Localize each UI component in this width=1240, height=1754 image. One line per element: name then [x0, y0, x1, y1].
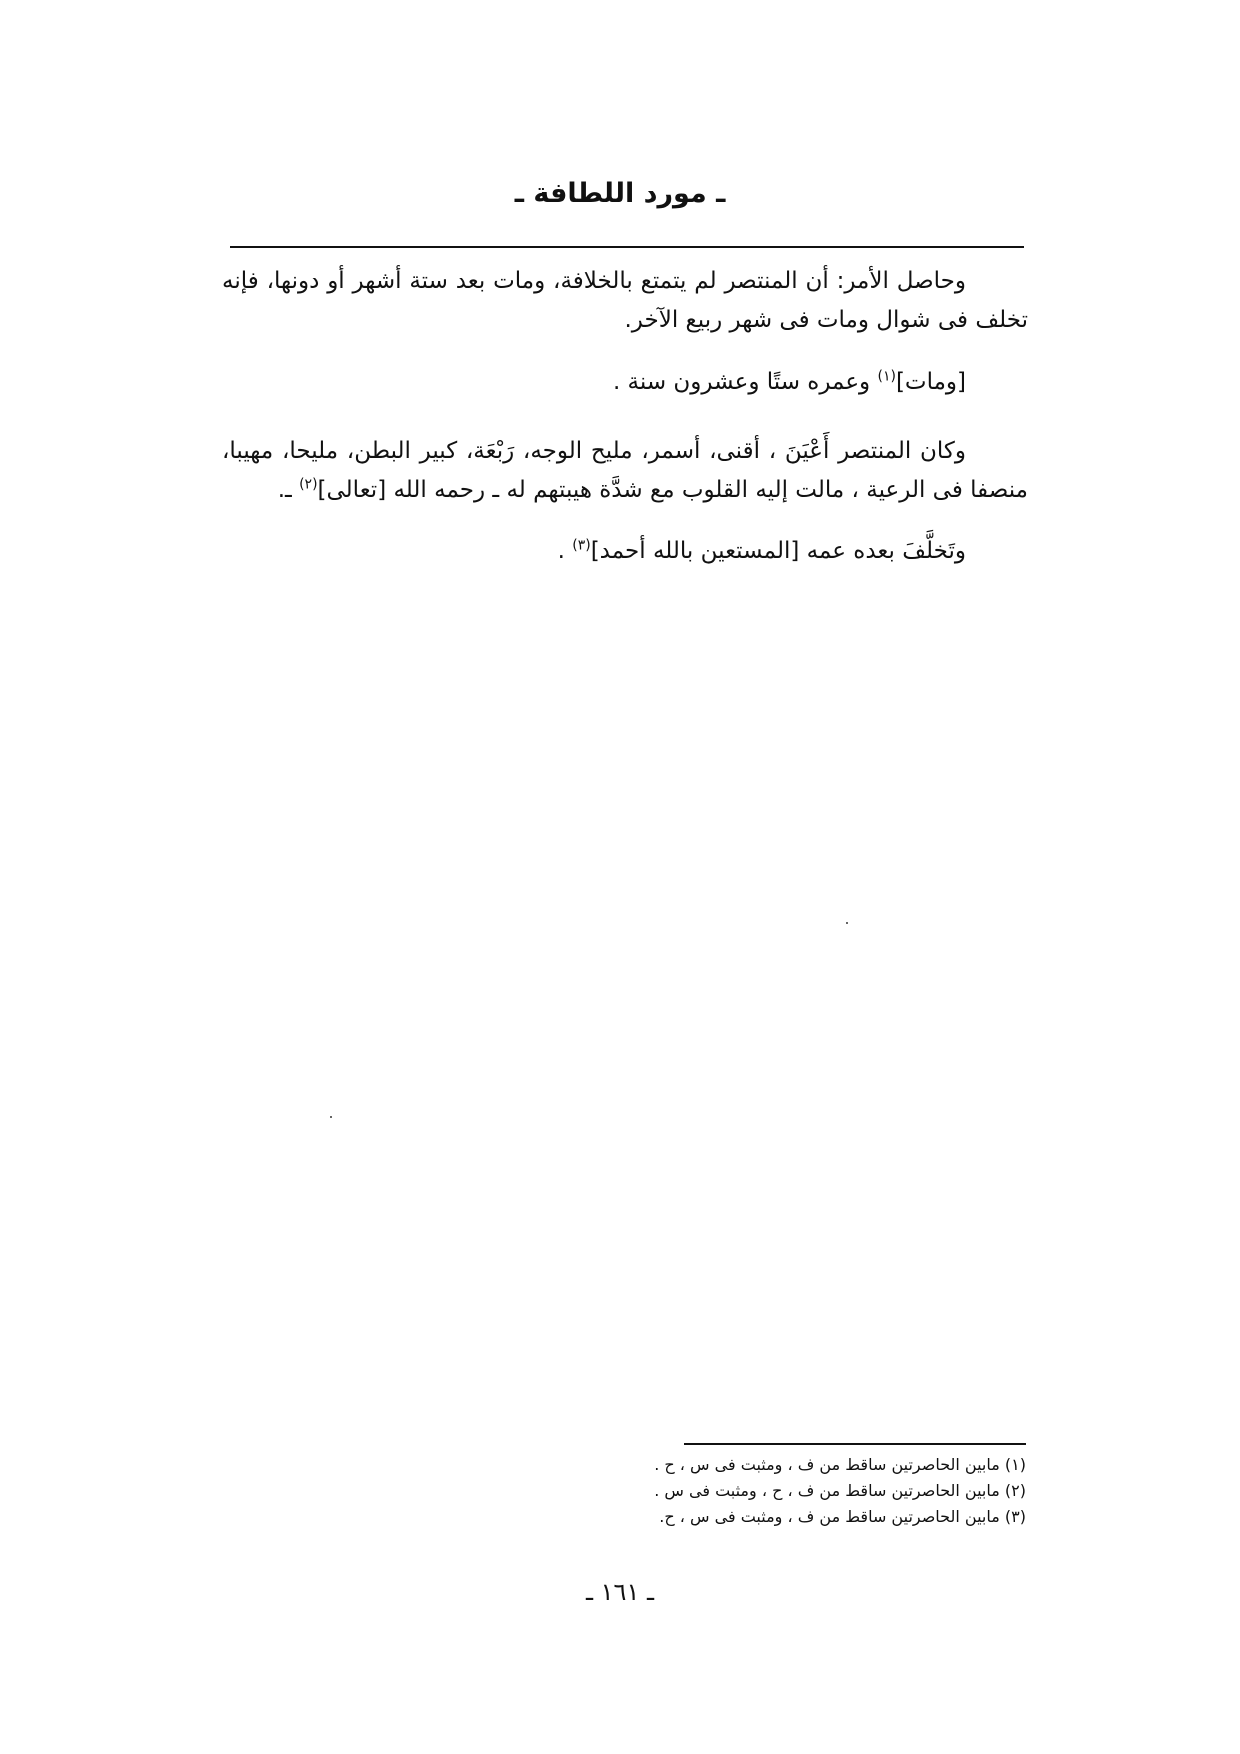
paragraph-4	[222, 532, 1028, 571]
footnote-1: (١) مابين الحاصرتين ساقط من ف ، ومثبت فى س ، ح .	[654, 1455, 1026, 1474]
paragraph-2-text-after: وعمره ستًا وعشرون سنة .	[612, 369, 878, 395]
header-rule	[230, 246, 1024, 248]
paragraph-3-text-before: وكان المنتصر أَعْيَنَ ، أقنى، أسمر، مليح الوجه، رَبْعَة، كبير البطن، مليحا، مهيبا، منصفا فى الرعية ، مالت إليه القلوب مع شدَّة هيبتهم له ـ رحمه الله [تعالى]	[222, 438, 1028, 503]
body-text	[222, 262, 1028, 571]
footnote-2: (٢) مابين الحاصرتين ساقط من ف ، ح ، ومثبت فى س .	[654, 1481, 1026, 1500]
note-ref-3: (٣)	[572, 537, 591, 554]
footnote-rule	[684, 1443, 1026, 1445]
footnote-3: (٣) مابين الحاصرتين ساقط من ف ، ومثبت فى س ، ح.	[659, 1507, 1026, 1526]
paragraph-2-text-before: [ومات]	[895, 369, 966, 395]
paragraph-3	[222, 432, 1028, 510]
running-header: ـ مورد اللطافة ـ	[514, 178, 726, 209]
footnotes	[430, 1452, 1026, 1530]
paragraph-3-text-after: ـ.	[277, 477, 300, 503]
page-number: ـ ١٦١ ـ	[585, 1578, 654, 1606]
scan-speck	[330, 1116, 332, 1118]
paragraph-1: وحاصل الأمر: أن المنتصر لم يتمتع بالخلافة، ومات بعد ستة أشهر أو دونها، فإنه تخلف فى شوال ومات فى شهر ربيع الآخر.	[222, 268, 1028, 333]
note-ref-1: (١)	[877, 368, 896, 385]
scan-speck	[846, 922, 848, 924]
paragraph-4-text-before: وتَخلَّفَ بعده عمه [المستعين بالله أحمد]	[590, 538, 966, 564]
note-ref-2: (٢)	[299, 476, 318, 493]
paragraph-2	[222, 363, 1028, 402]
paragraph-4-text-after: .	[557, 538, 573, 564]
